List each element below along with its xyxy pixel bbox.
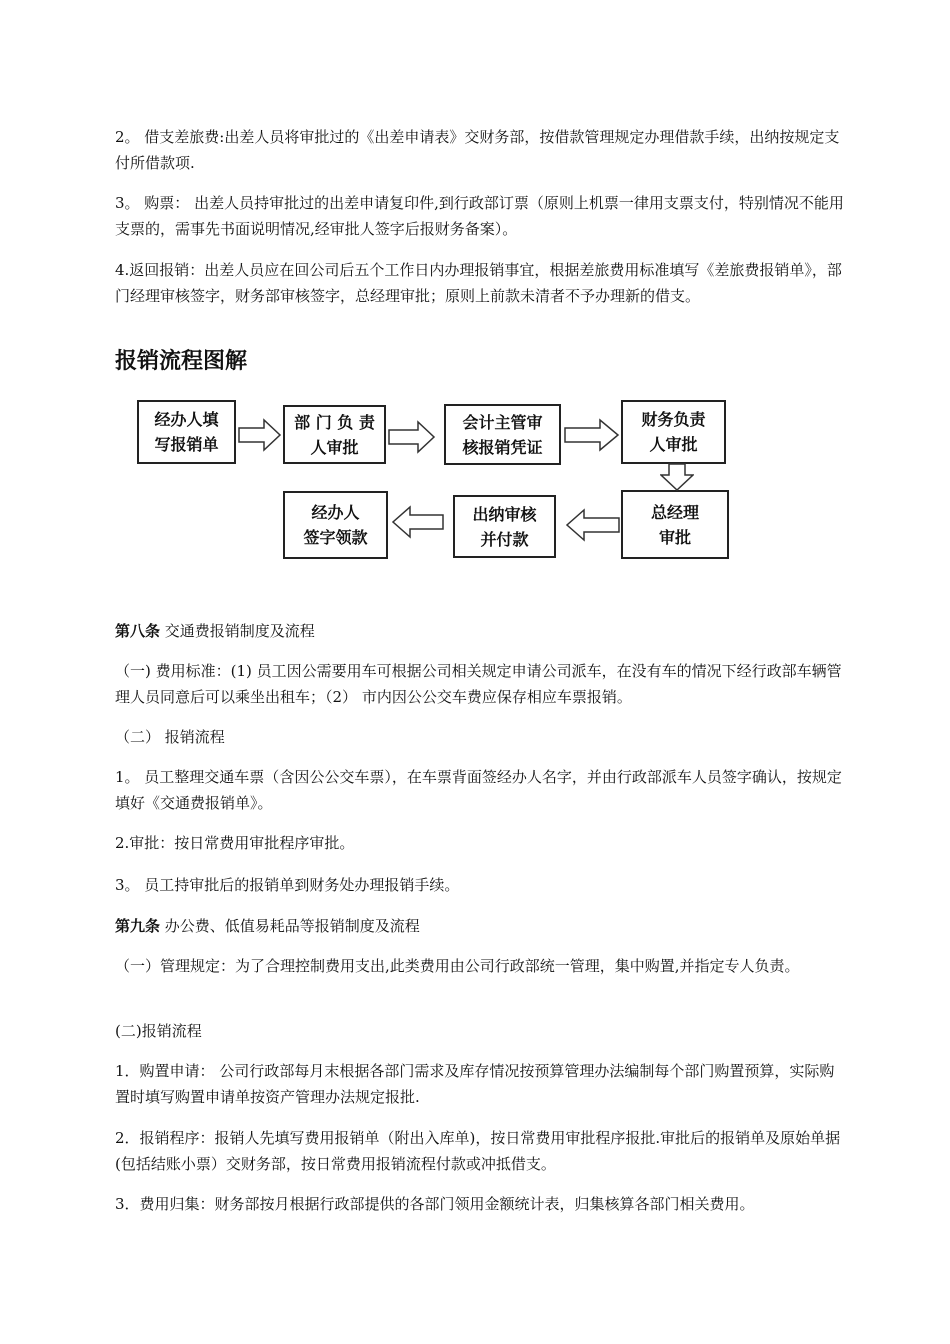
- article-8-title: 交通费报销制度及流程: [160, 622, 315, 640]
- article-8-item: 2.审批：按日常费用审批程序审批。: [115, 834, 355, 852]
- flow-step-fill-form: 经办人填 写报销单: [137, 400, 236, 464]
- section-title: 报销流程图解: [115, 349, 248, 374]
- article-9-item: (二)报销流程: [115, 1022, 202, 1040]
- arrow-left-icon: [392, 505, 444, 539]
- article-8-item: （二） 报销流程: [115, 728, 225, 746]
- arrow-right-icon: [564, 418, 620, 452]
- arrow-right-icon: [388, 420, 436, 454]
- flow-step-accountant-review: 会计主管审 核报销凭证: [444, 404, 561, 465]
- paragraph-borrow-travel: 2。 借支差旅费:出差人员将审批过的《出差申请表》交财务部，按借款管理规定办理借款手续，出纳按规定支付所借款项.: [115, 128, 840, 172]
- arrow-right-icon: [238, 418, 282, 452]
- article-9-heading: [115, 913, 845, 939]
- article-8-label: 第八条: [115, 622, 161, 640]
- paragraph-return-reimburse: 4.返回报销：出差人员应在回公司后五个工作日内办理报销事宜，根据差旅费用标准填写《差旅费报销单》，部门经理审核签字，财务部审核签字，总经理审批；原则上前款未清者不予办理新的借支。: [115, 261, 842, 305]
- flow-step-gm-approve: 总经理 审批: [621, 490, 729, 559]
- arrow-left-icon: [566, 508, 620, 542]
- paragraph-ticket: 3。 购票： 出差人员持审批过的出差申请复印件,到行政部订票（原则上机票一律用支票支付，特别情况不能用支票的，需事先书面说明情况,经审批人签字后报财务备案）。: [115, 194, 844, 238]
- article-9-item: 3．费用归集：财务部按月根据行政部提供的各部门领用金额统计表，归集核算各部门相关费用。: [115, 1195, 755, 1213]
- article-8-item: 1。 员工整理交通车票（含因公公交车票），在车票背面签经办人名字，并由行政部派车人员签字确认，按规定填好《交通费报销单》。: [115, 768, 842, 812]
- article-9-item: （一）管理规定：为了合理控制费用支出,此类费用由公司行政部统一管理，集中购置,并指定专人负责。: [115, 957, 800, 975]
- flow-step-cashier-pay: 出纳审核 并付款: [453, 495, 556, 558]
- article-9-title: 办公费、低值易耗品等报销制度及流程: [160, 917, 420, 935]
- article-8-item: 3。 员工持审批后的报销单到财务处办理报销手续。: [115, 876, 460, 894]
- flow-step-finance-approve: 财务负责 人审批: [621, 400, 726, 464]
- article-9-item: 1．购置申请： 公司行政部每月末根据各部门需求及库存情况按预算管理办法编制每个部门购置预算，实际购置时填写购置申请单按资产管理办法规定报批.: [115, 1062, 835, 1106]
- article-9-label: 第九条: [115, 917, 161, 935]
- article-8-heading: [115, 618, 845, 644]
- flow-step-dept-approve: 部 门 负 责 人审批: [283, 405, 386, 464]
- flow-step-sign-receive: 经办人 签字领款: [283, 491, 388, 559]
- article-9-item: 2．报销程序：报销人先填写费用报销单（附出入库单)，按日常费用审批程序报批.审批后的报销单及原始单据(包括结账小票）交财务部，按日常费用报销流程付款或冲抵借支。: [115, 1129, 841, 1173]
- arrow-down-icon: [660, 463, 694, 491]
- article-8-item: （一) 费用标准：(1) 员工因公需要用车可根据公司相关规定申请公司派车，在没有车的情况下经行政部车辆管理人员同意后可以乘坐出租车；（2） 市内因公公交车费应保存相应车票报销。: [115, 662, 842, 706]
